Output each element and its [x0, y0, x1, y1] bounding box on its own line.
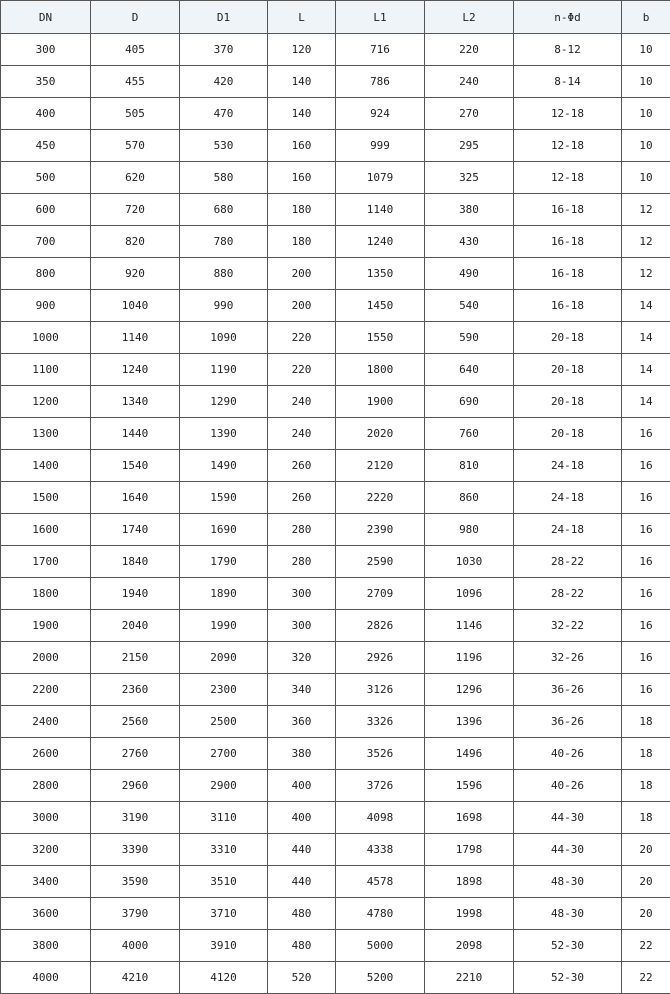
cell-l: 320 — [268, 642, 336, 674]
cell-d1: 420 — [180, 66, 268, 98]
cell-l1: 786 — [336, 66, 425, 98]
cell-bolt-holes: 12-18 — [514, 130, 622, 162]
cell-d: 1440 — [91, 418, 180, 450]
cell-dn: 1100 — [1, 354, 91, 386]
cell-l: 400 — [268, 802, 336, 834]
cell-l: 180 — [268, 226, 336, 258]
cell-d1: 680 — [180, 194, 268, 226]
cell-bolt-holes: 8-12 — [514, 34, 622, 66]
table-row — [1, 194, 670, 226]
table-row — [1, 866, 670, 898]
table-row — [1, 802, 670, 834]
table-row — [1, 834, 670, 866]
cell-l2: 430 — [425, 226, 514, 258]
cell-b: 14 — [622, 322, 670, 354]
cell-l2: 810 — [425, 450, 514, 482]
cell-d: 505 — [91, 98, 180, 130]
cell-bolt-holes: 44-30 — [514, 802, 622, 834]
cell-d1: 3710 — [180, 898, 268, 930]
cell-bolt-holes: 20-18 — [514, 354, 622, 386]
table-row — [1, 66, 670, 98]
table-row — [1, 354, 670, 386]
table-row — [1, 610, 670, 642]
table-row — [1, 738, 670, 770]
table-row — [1, 578, 670, 610]
cell-l1: 1450 — [336, 290, 425, 322]
cell-d: 1940 — [91, 578, 180, 610]
table-row — [1, 226, 670, 258]
header-cell-dn: DN — [1, 1, 91, 34]
cell-d1: 990 — [180, 290, 268, 322]
cell-dn: 1500 — [1, 482, 91, 514]
cell-l2: 540 — [425, 290, 514, 322]
cell-l2: 1496 — [425, 738, 514, 770]
cell-l: 140 — [268, 98, 336, 130]
cell-l1: 1800 — [336, 354, 425, 386]
header-cell-d: D — [91, 1, 180, 34]
cell-bolt-holes: 24-18 — [514, 450, 622, 482]
cell-l: 180 — [268, 194, 336, 226]
cell-b: 16 — [622, 514, 670, 546]
table-row — [1, 130, 670, 162]
cell-d1: 2700 — [180, 738, 268, 770]
cell-d1: 1390 — [180, 418, 268, 450]
table-body — [1, 34, 670, 994]
cell-dn: 400 — [1, 98, 91, 130]
cell-bolt-holes: 28-22 — [514, 578, 622, 610]
header-cell-bolt-holes: n-Φd — [514, 1, 622, 34]
cell-d1: 1490 — [180, 450, 268, 482]
cell-l1: 1350 — [336, 258, 425, 290]
cell-dn: 1800 — [1, 578, 91, 610]
cell-bolt-holes: 16-18 — [514, 290, 622, 322]
cell-d1: 4120 — [180, 962, 268, 994]
cell-bolt-holes: 32-22 — [514, 610, 622, 642]
cell-bolt-holes: 48-30 — [514, 898, 622, 930]
cell-dn: 1000 — [1, 322, 91, 354]
cell-l1: 5200 — [336, 962, 425, 994]
cell-d: 1040 — [91, 290, 180, 322]
cell-d1: 3510 — [180, 866, 268, 898]
cell-l2: 1096 — [425, 578, 514, 610]
cell-d: 920 — [91, 258, 180, 290]
cell-d1: 3110 — [180, 802, 268, 834]
cell-b: 22 — [622, 930, 670, 962]
cell-d: 3790 — [91, 898, 180, 930]
cell-d: 1540 — [91, 450, 180, 482]
cell-d: 820 — [91, 226, 180, 258]
cell-l1: 1550 — [336, 322, 425, 354]
cell-dn: 3200 — [1, 834, 91, 866]
cell-l2: 1998 — [425, 898, 514, 930]
cell-bolt-holes: 20-18 — [514, 386, 622, 418]
cell-bolt-holes: 28-22 — [514, 546, 622, 578]
cell-d1: 1190 — [180, 354, 268, 386]
cell-d: 2960 — [91, 770, 180, 802]
cell-d1: 2300 — [180, 674, 268, 706]
cell-d: 620 — [91, 162, 180, 194]
cell-d: 1740 — [91, 514, 180, 546]
cell-l2: 220 — [425, 34, 514, 66]
cell-b: 10 — [622, 130, 670, 162]
cell-l1: 4338 — [336, 834, 425, 866]
cell-b: 16 — [622, 418, 670, 450]
table-row — [1, 642, 670, 674]
cell-d1: 470 — [180, 98, 268, 130]
header-cell-b: b — [622, 1, 670, 34]
cell-bolt-holes: 12-18 — [514, 98, 622, 130]
cell-l1: 3526 — [336, 738, 425, 770]
cell-d: 2760 — [91, 738, 180, 770]
cell-l1: 1140 — [336, 194, 425, 226]
header-cell-l1: L1 — [336, 1, 425, 34]
cell-l2: 590 — [425, 322, 514, 354]
header-cell-d1: D1 — [180, 1, 268, 34]
cell-d1: 530 — [180, 130, 268, 162]
cell-bolt-holes: 36-26 — [514, 674, 622, 706]
cell-l1: 5000 — [336, 930, 425, 962]
table-header — [1, 1, 670, 34]
cell-b: 14 — [622, 386, 670, 418]
cell-l2: 1798 — [425, 834, 514, 866]
cell-d: 4000 — [91, 930, 180, 962]
cell-dn: 2400 — [1, 706, 91, 738]
cell-l: 380 — [268, 738, 336, 770]
cell-d1: 580 — [180, 162, 268, 194]
table-row — [1, 482, 670, 514]
cell-dn: 2800 — [1, 770, 91, 802]
cell-dn: 900 — [1, 290, 91, 322]
cell-l1: 4098 — [336, 802, 425, 834]
cell-dn: 500 — [1, 162, 91, 194]
cell-bolt-holes: 24-18 — [514, 482, 622, 514]
cell-dn: 3600 — [1, 898, 91, 930]
cell-dn: 2600 — [1, 738, 91, 770]
cell-l1: 3126 — [336, 674, 425, 706]
cell-dn: 300 — [1, 34, 91, 66]
cell-dn: 350 — [1, 66, 91, 98]
cell-b: 22 — [622, 962, 670, 994]
cell-d1: 780 — [180, 226, 268, 258]
cell-l2: 325 — [425, 162, 514, 194]
cell-d1: 2090 — [180, 642, 268, 674]
cell-l1: 924 — [336, 98, 425, 130]
table-row — [1, 930, 670, 962]
table-row — [1, 514, 670, 546]
cell-dn: 4000 — [1, 962, 91, 994]
table-row — [1, 322, 670, 354]
cell-dn: 450 — [1, 130, 91, 162]
cell-l1: 3326 — [336, 706, 425, 738]
cell-l2: 1296 — [425, 674, 514, 706]
table-row — [1, 98, 670, 130]
cell-d1: 1090 — [180, 322, 268, 354]
cell-dn: 1600 — [1, 514, 91, 546]
cell-bolt-holes: 52-30 — [514, 962, 622, 994]
cell-l2: 1698 — [425, 802, 514, 834]
cell-dn: 800 — [1, 258, 91, 290]
cell-l: 160 — [268, 130, 336, 162]
cell-l: 200 — [268, 258, 336, 290]
table-row — [1, 962, 670, 994]
cell-l2: 295 — [425, 130, 514, 162]
cell-l2: 690 — [425, 386, 514, 418]
table-row — [1, 162, 670, 194]
cell-dn: 2200 — [1, 674, 91, 706]
cell-l1: 2020 — [336, 418, 425, 450]
cell-d1: 1690 — [180, 514, 268, 546]
cell-dn: 1700 — [1, 546, 91, 578]
cell-l: 200 — [268, 290, 336, 322]
table-row — [1, 898, 670, 930]
cell-l: 480 — [268, 898, 336, 930]
cell-bolt-holes: 40-26 — [514, 738, 622, 770]
cell-b: 18 — [622, 738, 670, 770]
cell-l2: 980 — [425, 514, 514, 546]
cell-l2: 1146 — [425, 610, 514, 642]
cell-l: 280 — [268, 514, 336, 546]
cell-bolt-holes: 36-26 — [514, 706, 622, 738]
cell-l2: 1030 — [425, 546, 514, 578]
header-cell-l2: L2 — [425, 1, 514, 34]
cell-l: 260 — [268, 450, 336, 482]
cell-l: 240 — [268, 386, 336, 418]
cell-d1: 1890 — [180, 578, 268, 610]
cell-l: 120 — [268, 34, 336, 66]
cell-d: 1140 — [91, 322, 180, 354]
cell-d: 455 — [91, 66, 180, 98]
cell-bolt-holes: 20-18 — [514, 418, 622, 450]
cell-d1: 1290 — [180, 386, 268, 418]
table-row — [1, 290, 670, 322]
table-row — [1, 386, 670, 418]
cell-bolt-holes: 24-18 — [514, 514, 622, 546]
cell-b: 18 — [622, 706, 670, 738]
cell-l2: 380 — [425, 194, 514, 226]
cell-l1: 2390 — [336, 514, 425, 546]
cell-d: 720 — [91, 194, 180, 226]
cell-l: 480 — [268, 930, 336, 962]
cell-b: 16 — [622, 610, 670, 642]
cell-l: 280 — [268, 546, 336, 578]
cell-dn: 2000 — [1, 642, 91, 674]
cell-l1: 1900 — [336, 386, 425, 418]
cell-dn: 1400 — [1, 450, 91, 482]
cell-bolt-holes: 44-30 — [514, 834, 622, 866]
cell-d: 405 — [91, 34, 180, 66]
cell-d1: 880 — [180, 258, 268, 290]
cell-l1: 2220 — [336, 482, 425, 514]
cell-b: 16 — [622, 546, 670, 578]
cell-d1: 3910 — [180, 930, 268, 962]
cell-bolt-holes: 20-18 — [514, 322, 622, 354]
cell-l1: 2120 — [336, 450, 425, 482]
cell-d: 3590 — [91, 866, 180, 898]
table-row — [1, 34, 670, 66]
cell-d: 2150 — [91, 642, 180, 674]
cell-l2: 2210 — [425, 962, 514, 994]
cell-b: 16 — [622, 642, 670, 674]
cell-d1: 1590 — [180, 482, 268, 514]
cell-l: 520 — [268, 962, 336, 994]
cell-l: 300 — [268, 610, 336, 642]
cell-d1: 3310 — [180, 834, 268, 866]
cell-l: 440 — [268, 866, 336, 898]
cell-b: 18 — [622, 770, 670, 802]
cell-dn: 3000 — [1, 802, 91, 834]
cell-l: 300 — [268, 578, 336, 610]
cell-l: 360 — [268, 706, 336, 738]
cell-b: 16 — [622, 674, 670, 706]
cell-l: 440 — [268, 834, 336, 866]
cell-l: 220 — [268, 322, 336, 354]
table-row — [1, 674, 670, 706]
cell-d1: 2500 — [180, 706, 268, 738]
cell-b: 10 — [622, 98, 670, 130]
cell-l1: 1240 — [336, 226, 425, 258]
cell-bolt-holes: 16-18 — [514, 258, 622, 290]
cell-l: 220 — [268, 354, 336, 386]
cell-l2: 2098 — [425, 930, 514, 962]
cell-b: 20 — [622, 834, 670, 866]
cell-dn: 1900 — [1, 610, 91, 642]
cell-l2: 760 — [425, 418, 514, 450]
cell-bolt-holes: 16-18 — [514, 194, 622, 226]
cell-d: 3190 — [91, 802, 180, 834]
cell-b: 16 — [622, 578, 670, 610]
cell-d: 2560 — [91, 706, 180, 738]
cell-l2: 1596 — [425, 770, 514, 802]
cell-b: 14 — [622, 290, 670, 322]
table-row — [1, 706, 670, 738]
cell-b: 16 — [622, 482, 670, 514]
cell-dn: 600 — [1, 194, 91, 226]
cell-dn: 1200 — [1, 386, 91, 418]
cell-d: 3390 — [91, 834, 180, 866]
header-row — [1, 1, 670, 34]
cell-l1: 2826 — [336, 610, 425, 642]
header-cell-l: L — [268, 1, 336, 34]
cell-l1: 4578 — [336, 866, 425, 898]
cell-l2: 1898 — [425, 866, 514, 898]
cell-d: 2040 — [91, 610, 180, 642]
cell-l2: 1196 — [425, 642, 514, 674]
cell-l1: 716 — [336, 34, 425, 66]
table-row — [1, 546, 670, 578]
cell-d: 2360 — [91, 674, 180, 706]
cell-d1: 1990 — [180, 610, 268, 642]
cell-l1: 3726 — [336, 770, 425, 802]
cell-bolt-holes: 48-30 — [514, 866, 622, 898]
cell-dn: 3800 — [1, 930, 91, 962]
cell-l1: 4780 — [336, 898, 425, 930]
cell-l: 160 — [268, 162, 336, 194]
cell-d1: 2900 — [180, 770, 268, 802]
cell-l: 400 — [268, 770, 336, 802]
cell-b: 12 — [622, 258, 670, 290]
cell-b: 16 — [622, 450, 670, 482]
cell-l1: 2590 — [336, 546, 425, 578]
table-row — [1, 258, 670, 290]
cell-b: 10 — [622, 34, 670, 66]
cell-b: 10 — [622, 162, 670, 194]
cell-bolt-holes: 32-26 — [514, 642, 622, 674]
cell-bolt-holes: 52-30 — [514, 930, 622, 962]
cell-d: 570 — [91, 130, 180, 162]
cell-d: 4210 — [91, 962, 180, 994]
cell-l: 260 — [268, 482, 336, 514]
cell-b: 20 — [622, 898, 670, 930]
cell-dn: 1300 — [1, 418, 91, 450]
cell-b: 18 — [622, 802, 670, 834]
cell-bolt-holes: 16-18 — [514, 226, 622, 258]
cell-l1: 1079 — [336, 162, 425, 194]
cell-d1: 1790 — [180, 546, 268, 578]
cell-d: 1340 — [91, 386, 180, 418]
table-row — [1, 450, 670, 482]
cell-l1: 2709 — [336, 578, 425, 610]
cell-l2: 270 — [425, 98, 514, 130]
cell-l: 240 — [268, 418, 336, 450]
cell-l1: 999 — [336, 130, 425, 162]
cell-bolt-holes: 8-14 — [514, 66, 622, 98]
cell-d: 1840 — [91, 546, 180, 578]
table-row — [1, 418, 670, 450]
cell-b: 14 — [622, 354, 670, 386]
cell-l1: 2926 — [336, 642, 425, 674]
table-row — [1, 770, 670, 802]
cell-l: 340 — [268, 674, 336, 706]
cell-dn: 3400 — [1, 866, 91, 898]
cell-l2: 490 — [425, 258, 514, 290]
cell-b: 12 — [622, 194, 670, 226]
cell-d: 1640 — [91, 482, 180, 514]
cell-bolt-holes: 40-26 — [514, 770, 622, 802]
cell-l2: 240 — [425, 66, 514, 98]
cell-l: 140 — [268, 66, 336, 98]
cell-d1: 370 — [180, 34, 268, 66]
cell-l2: 860 — [425, 482, 514, 514]
cell-l2: 640 — [425, 354, 514, 386]
cell-bolt-holes: 12-18 — [514, 162, 622, 194]
cell-b: 12 — [622, 226, 670, 258]
cell-b: 10 — [622, 66, 670, 98]
cell-b: 20 — [622, 866, 670, 898]
cell-d: 1240 — [91, 354, 180, 386]
cell-l2: 1396 — [425, 706, 514, 738]
cell-dn: 700 — [1, 226, 91, 258]
